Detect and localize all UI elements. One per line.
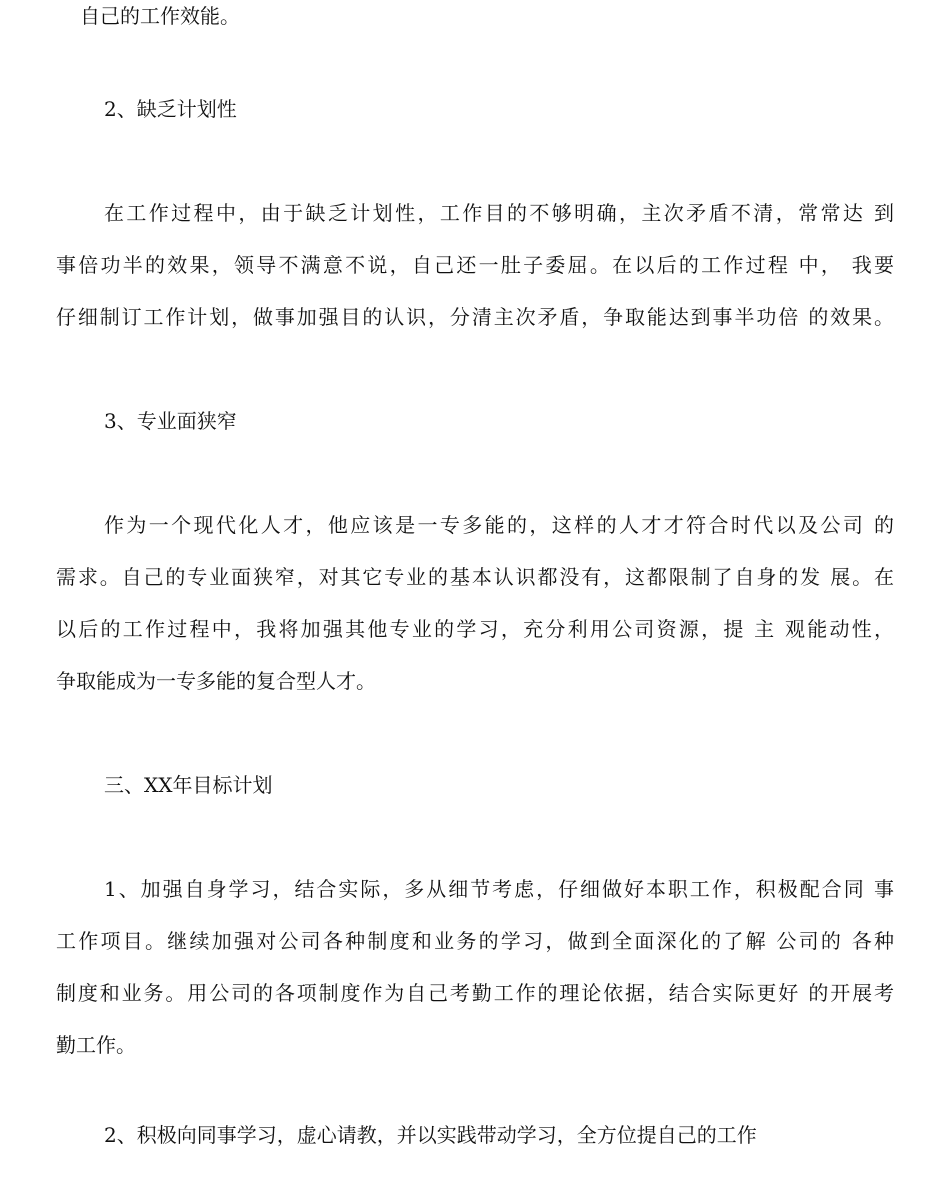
paragraph-line: 制度和业务。用公司的各项制度作为自己考勤工作的理论依据，结合实际更好 的开展考 [56, 981, 894, 1005]
paragraph-line: 自己的工作效能。 [80, 4, 240, 28]
paragraph-line: 工作项目。继续加强对公司各种制度和业务的学习，做到全面深化的了解 公司的 各种 [56, 929, 894, 953]
paragraph-line: 作为一个现代化人才，他应该是一专多能的，这样的人才才符合时代以及公司 的 [104, 513, 894, 537]
section-heading: 三、XX年目标计划 [104, 773, 273, 797]
paragraph-line: 事倍功半的效果，领导不满意不说，自己还一肚子委屈。在以后的工作过程 中， 我要 [56, 253, 894, 277]
paragraph-line: 在工作过程中，由于缺乏计划性，工作目的不够明确，主次矛盾不清，常常达 到 [104, 201, 894, 225]
section-heading: 3、专业面狭窄 [104, 409, 237, 433]
section-heading: 2、缺乏计划性 [104, 97, 237, 121]
paragraph-line: 2、积极向同事学习，虚心请教，并以实践带动学习，全方位提自己的工作 [104, 1123, 757, 1147]
paragraph-line: 仔细制订工作计划，做事加强目的认识，分清主次矛盾，争取能达到事半功倍 的效果。 [56, 305, 894, 329]
paragraph-line: 勤工作。 [56, 1033, 136, 1057]
paragraph-line: 争取能成为一专多能的复合型人才。 [56, 669, 376, 693]
paragraph-line: 以后的工作过程中，我将加强其他专业的学习，充分利用公司资源，提 主 观能动性， [56, 617, 894, 641]
paragraph-line: 1、加强自身学习，结合实际，多从细节考虑，仔细做好本职工作，积极配合同 事 [104, 877, 894, 901]
paragraph-line: 需求。自己的专业面狭窄，对其它专业的基本认识都没有，这都限制了自身的发 展。在 [56, 565, 894, 589]
